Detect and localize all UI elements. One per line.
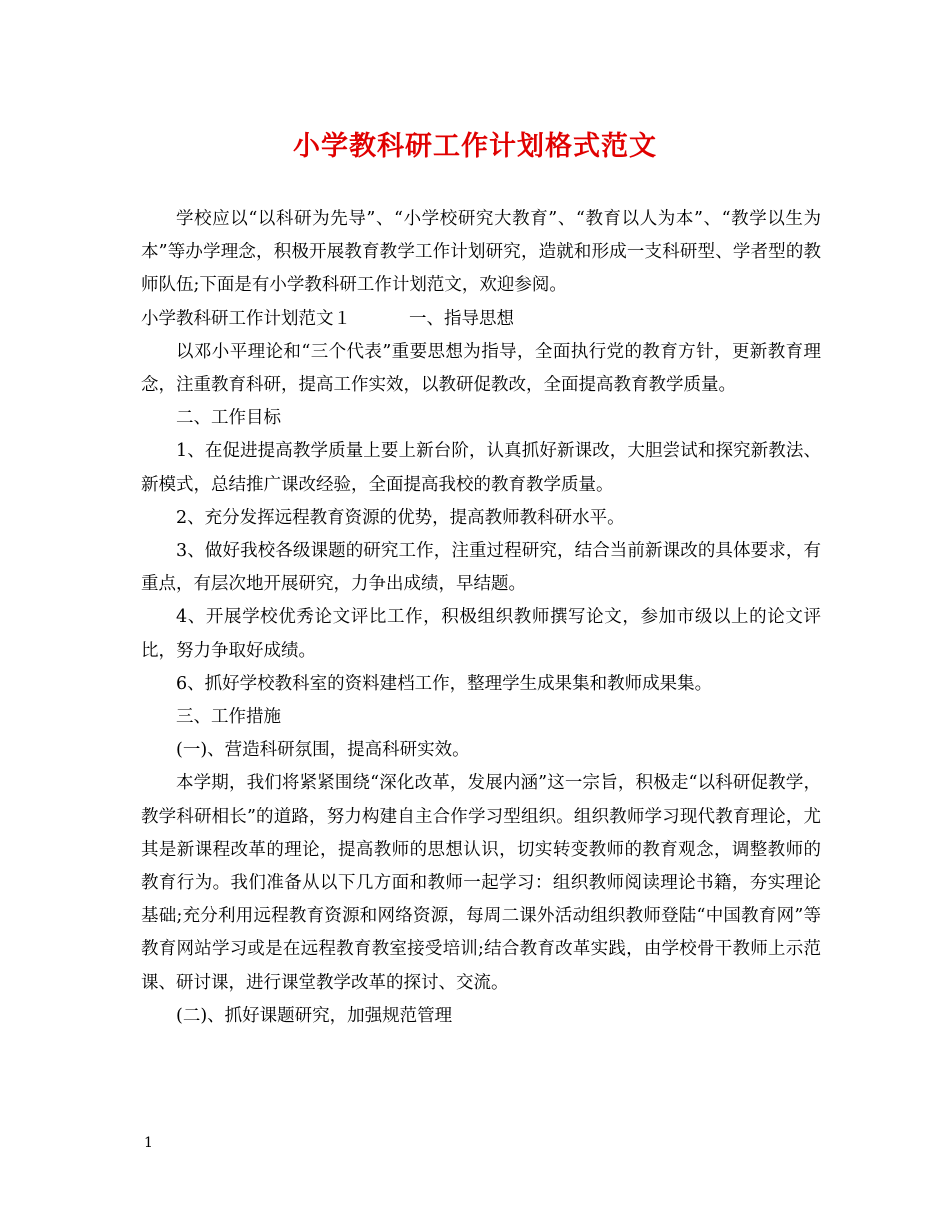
section-line xyxy=(141,303,821,336)
guiding-ideology-paragraph: 以邓小平理论和“三个代表”重要思想为指导，全面执行党的教育方针，更新教育理念，注重教育科研，提高工作实效，以教研促教改，全面提高教育教学质量。 xyxy=(141,341,821,396)
document-title: 小学教科研工作计划格式范文 xyxy=(293,131,657,162)
document-body xyxy=(141,203,821,1033)
page-number: 1 xyxy=(144,1135,153,1151)
intro-paragraph: 学校应以“以科研为先导”、“小学校研究大教育”、“教育以人为本”、“教学以生为本”等办学理念，积极开展教育教学工作计划研究，造就和形成一支科研型、学者型的教师队伍;下面是有小学教科研工作计划范文，欢迎参阅。 xyxy=(141,209,821,296)
measure-heading-2: (二)、抓好课题研究，加强规范管理 xyxy=(176,1005,453,1026)
goal-item-2: 2、充分发挥远程教育资源的优势，提高教师教科研水平。 xyxy=(176,507,625,528)
section-heading-guiding-ideology: 一、指导思想 xyxy=(409,308,514,329)
plan-subtitle: 小学教科研工作计划范文１ xyxy=(141,308,351,329)
measure-heading-1: (一)、营造科研氛围，提高科研实效。 xyxy=(176,740,470,761)
goal-item-1: 1、在促进提高教学质量上要上新台阶，认真抓好新课改，大胆尝试和探究新教法、新模式，总结推广课改经验，全面提高我校的教育教学质量。 xyxy=(141,441,821,495)
section-heading-work-goals: 二、工作目标 xyxy=(176,408,281,429)
measure-paragraph-1: 本学期，我们将紧紧围绕“深化改革，发展内涵”这一宗旨，积极走“以科研促教学，教学科研相长”的道路，努力构建自主合作学习型组织。组织教师学习现代教育理论，尤其是新课程改革的理论，提高教师的思想认识，切实转变教师的教育观念，调整教师的教育行为。我们准备从以下几方面和教师一起学习：组织教师阅读理论书籍，夯实理论基础;充分利用远程教育资源和网络资源，每周二课外活动组织教师登陆“中国教育网”等教育网站学习或是在远程教育教室接受培训;结合教育改革实践，由学校骨干教师上示范课、研讨课，进行课堂教学改革的探讨、交流。 xyxy=(141,773,821,993)
goal-item-4: 4、开展学校优秀论文评比工作，积极组织教师撰写论文，参加市级以上的论文评比，努力争取好成绩。 xyxy=(141,607,821,661)
goal-item-3: 3、做好我校各级课题的研究工作，注重过程研究，结合当前新课改的具体要求，有重点，有层次地开展研究，力争出成绩，早结题。 xyxy=(141,541,821,595)
section-heading-work-measures: 三、工作措施 xyxy=(176,707,281,728)
goal-item-6: 6、抓好学校教科室的资料建档工作，整理学生成果集和教师成果集。 xyxy=(176,673,713,694)
